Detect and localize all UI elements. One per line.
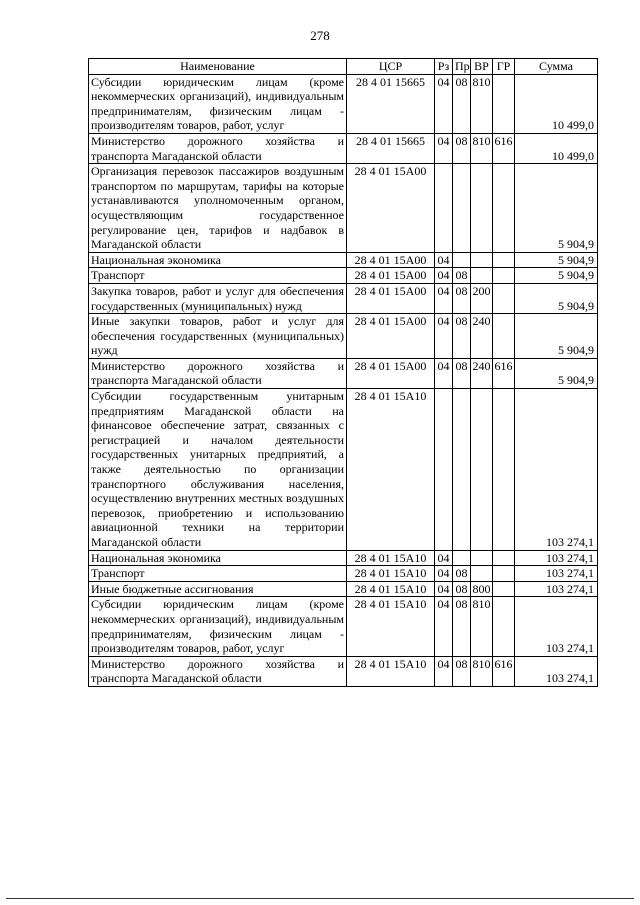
header-gr: ГР: [493, 59, 515, 75]
cell-gr: [493, 268, 515, 284]
table-row: [89, 283, 598, 313]
cell-gr: [493, 566, 515, 582]
cell-gr: 616: [493, 656, 515, 686]
cell-rz: 04: [435, 656, 453, 686]
cell-sum: 10 499,0: [515, 133, 598, 163]
cell-vr: [471, 389, 493, 551]
cell-pr: [453, 252, 471, 268]
cell-vr: [471, 252, 493, 268]
cell-rz: 04: [435, 268, 453, 284]
cell-name: Закупка товаров, работ и услуг для обеспечения государственных (муниципальных) нужд: [89, 283, 347, 313]
cell-vr: 200: [471, 283, 493, 313]
table-body: [89, 74, 598, 686]
cell-rz: 04: [435, 581, 453, 597]
table-row: [89, 656, 598, 686]
cell-name: Организация перевозок пассажиров воздушным транспортом по маршрутам, тарифы на которые устанавливаются уполномоченным органом, осуществляющим государственное регулирование цен, тарифов и надбавок в Магаданской области: [89, 164, 347, 253]
cell-rz: 04: [435, 314, 453, 359]
header-sum: Сумма: [515, 59, 598, 75]
cell-vr: 810: [471, 656, 493, 686]
cell-name: Субсидии государственным унитарным предприятиям Магаданской области на финансовое обеспечение затрат, связанных с регистрацией и началом деятельности государственных унитарных предприятий, а также деятельностью по организации транспортного обслуживания населения, осуществлению внутренних местных воздушных перевозок, приобретению и использованию авиационной техники на территории Магаданской области: [89, 389, 347, 551]
cell-pr: [453, 389, 471, 551]
cell-pr: [453, 164, 471, 253]
table-row: [89, 597, 598, 656]
table-row: [89, 566, 598, 582]
cell-pr: 08: [453, 358, 471, 388]
cell-gr: [493, 389, 515, 551]
cell-name: Национальная экономика: [89, 550, 347, 566]
cell-rz: 04: [435, 566, 453, 582]
cell-sum: 5 904,9: [515, 314, 598, 359]
cell-gr: [493, 597, 515, 656]
cell-rz: 04: [435, 597, 453, 656]
cell-pr: 08: [453, 314, 471, 359]
cell-rz: [435, 389, 453, 551]
cell-vr: 240: [471, 314, 493, 359]
cell-name: Субсидии юридическим лицам (кроме некоммерческих организаций), индивидуальным предпринимателям, физическим лицам - производителям товаров, работ, услуг: [89, 74, 347, 133]
table-row: [89, 164, 598, 253]
cell-pr: [453, 550, 471, 566]
cell-csr: 28 4 01 15А00: [347, 283, 435, 313]
cell-name: Иные закупки товаров, работ и услуг для обеспечения государственных (муниципальных) нужд: [89, 314, 347, 359]
cell-csr: 28 4 01 15665: [347, 74, 435, 133]
cell-name: Министерство дорожного хозяйства и транспорта Магаданской области: [89, 358, 347, 388]
cell-pr: 08: [453, 133, 471, 163]
cell-name: Министерство дорожного хозяйства и транспорта Магаданской области: [89, 656, 347, 686]
cell-pr: 08: [453, 581, 471, 597]
cell-gr: 616: [493, 133, 515, 163]
cell-csr: 28 4 01 15А00: [347, 164, 435, 253]
header-csr: ЦСР: [347, 59, 435, 75]
cell-pr: 08: [453, 74, 471, 133]
table-row: [89, 314, 598, 359]
header-row: [89, 59, 598, 75]
cell-sum: 103 274,1: [515, 656, 598, 686]
table-row: [89, 550, 598, 566]
cell-csr: 28 4 01 15А00: [347, 268, 435, 284]
cell-csr: 28 4 01 15А10: [347, 656, 435, 686]
header-rz: Рз: [435, 59, 453, 75]
cell-vr: 810: [471, 133, 493, 163]
table-row: [89, 74, 598, 133]
cell-sum: 5 904,9: [515, 358, 598, 388]
header-vr: ВР: [471, 59, 493, 75]
cell-sum: 103 274,1: [515, 550, 598, 566]
cell-gr: [493, 74, 515, 133]
cell-sum: 5 904,9: [515, 283, 598, 313]
cell-vr: 800: [472, 581, 491, 596]
cell-gr: [493, 314, 515, 359]
cell-gr: [493, 164, 515, 253]
cell-csr: 28 4 01 15А10: [347, 550, 435, 566]
cell-csr: 28 4 01 15А10: [347, 389, 435, 551]
cell-csr: 28 4 01 15А10: [347, 566, 435, 582]
table-row: [89, 252, 598, 268]
cell-gr: [493, 581, 515, 597]
bottom-rule: [6, 898, 634, 899]
cell-csr: 28 4 01 15665: [347, 133, 435, 163]
cell-gr: [493, 252, 515, 268]
cell-pr: 08: [453, 597, 471, 656]
cell-csr: 28 4 01 15А10: [347, 597, 435, 656]
cell-rz: [435, 164, 453, 253]
cell-sum: 103 274,1: [515, 389, 598, 551]
cell-vr: 810: [471, 597, 493, 656]
cell-csr: 28 4 01 15А10: [347, 581, 435, 597]
cell-vr: [471, 550, 493, 566]
table-row: [89, 358, 598, 388]
cell-pr: 08: [453, 283, 471, 313]
cell-sum: 10 499,0: [515, 74, 598, 133]
cell-name: Транспорт: [89, 268, 347, 284]
budget-table: [88, 58, 598, 687]
page-number: 278: [310, 28, 330, 43]
cell-name: Национальная экономика: [89, 252, 347, 268]
cell-gr: 616: [493, 358, 515, 388]
cell-csr: 28 4 01 15А00: [347, 314, 435, 359]
cell-pr: 08: [453, 566, 471, 582]
header-pr: Пр: [453, 59, 471, 75]
cell-sum: 103 274,1: [515, 581, 598, 597]
cell-rz: 04: [435, 74, 453, 133]
cell-sum: 103 274,1: [515, 597, 598, 656]
cell-sum: 103 274,1: [515, 566, 598, 582]
cell-rz: 04: [435, 252, 453, 268]
cell-vr: 240: [471, 358, 493, 388]
cell-rz: 04: [435, 133, 453, 163]
cell-vr: 810: [471, 74, 493, 133]
table-row: [89, 581, 598, 597]
table-row: [89, 133, 598, 163]
cell-name: Иные бюджетные ассигнования: [89, 581, 347, 597]
cell-rz: 04: [435, 358, 453, 388]
header-name: Наименование: [89, 59, 347, 75]
cell-vr: [471, 268, 493, 284]
cell-rz: 04: [435, 283, 453, 313]
cell-vr: [471, 566, 493, 582]
table-row: [89, 268, 598, 284]
cell-sum: 5 904,9: [515, 268, 598, 284]
cell-pr: 08: [453, 656, 471, 686]
cell-sum: 5 904,9: [515, 252, 598, 268]
cell-vr: [471, 164, 493, 253]
cell-sum: 5 904,9: [515, 164, 598, 253]
cell-name: Субсидии юридическим лицам (кроме некоммерческих организаций), индивидуальным предпринимателям, физическим лицам - производителям товаров, работ, услуг: [89, 597, 347, 656]
cell-gr: [493, 283, 515, 313]
cell-csr: 28 4 01 15А00: [347, 358, 435, 388]
cell-csr: 28 4 01 15А00: [347, 252, 435, 268]
cell-gr: [493, 550, 515, 566]
cell-name: Министерство дорожного хозяйства и транспорта Магаданской области: [89, 133, 347, 163]
cell-rz: 04: [435, 550, 453, 566]
table-row: [89, 389, 598, 551]
cell-name: Транспорт: [89, 566, 347, 582]
cell-pr: 08: [453, 268, 471, 284]
